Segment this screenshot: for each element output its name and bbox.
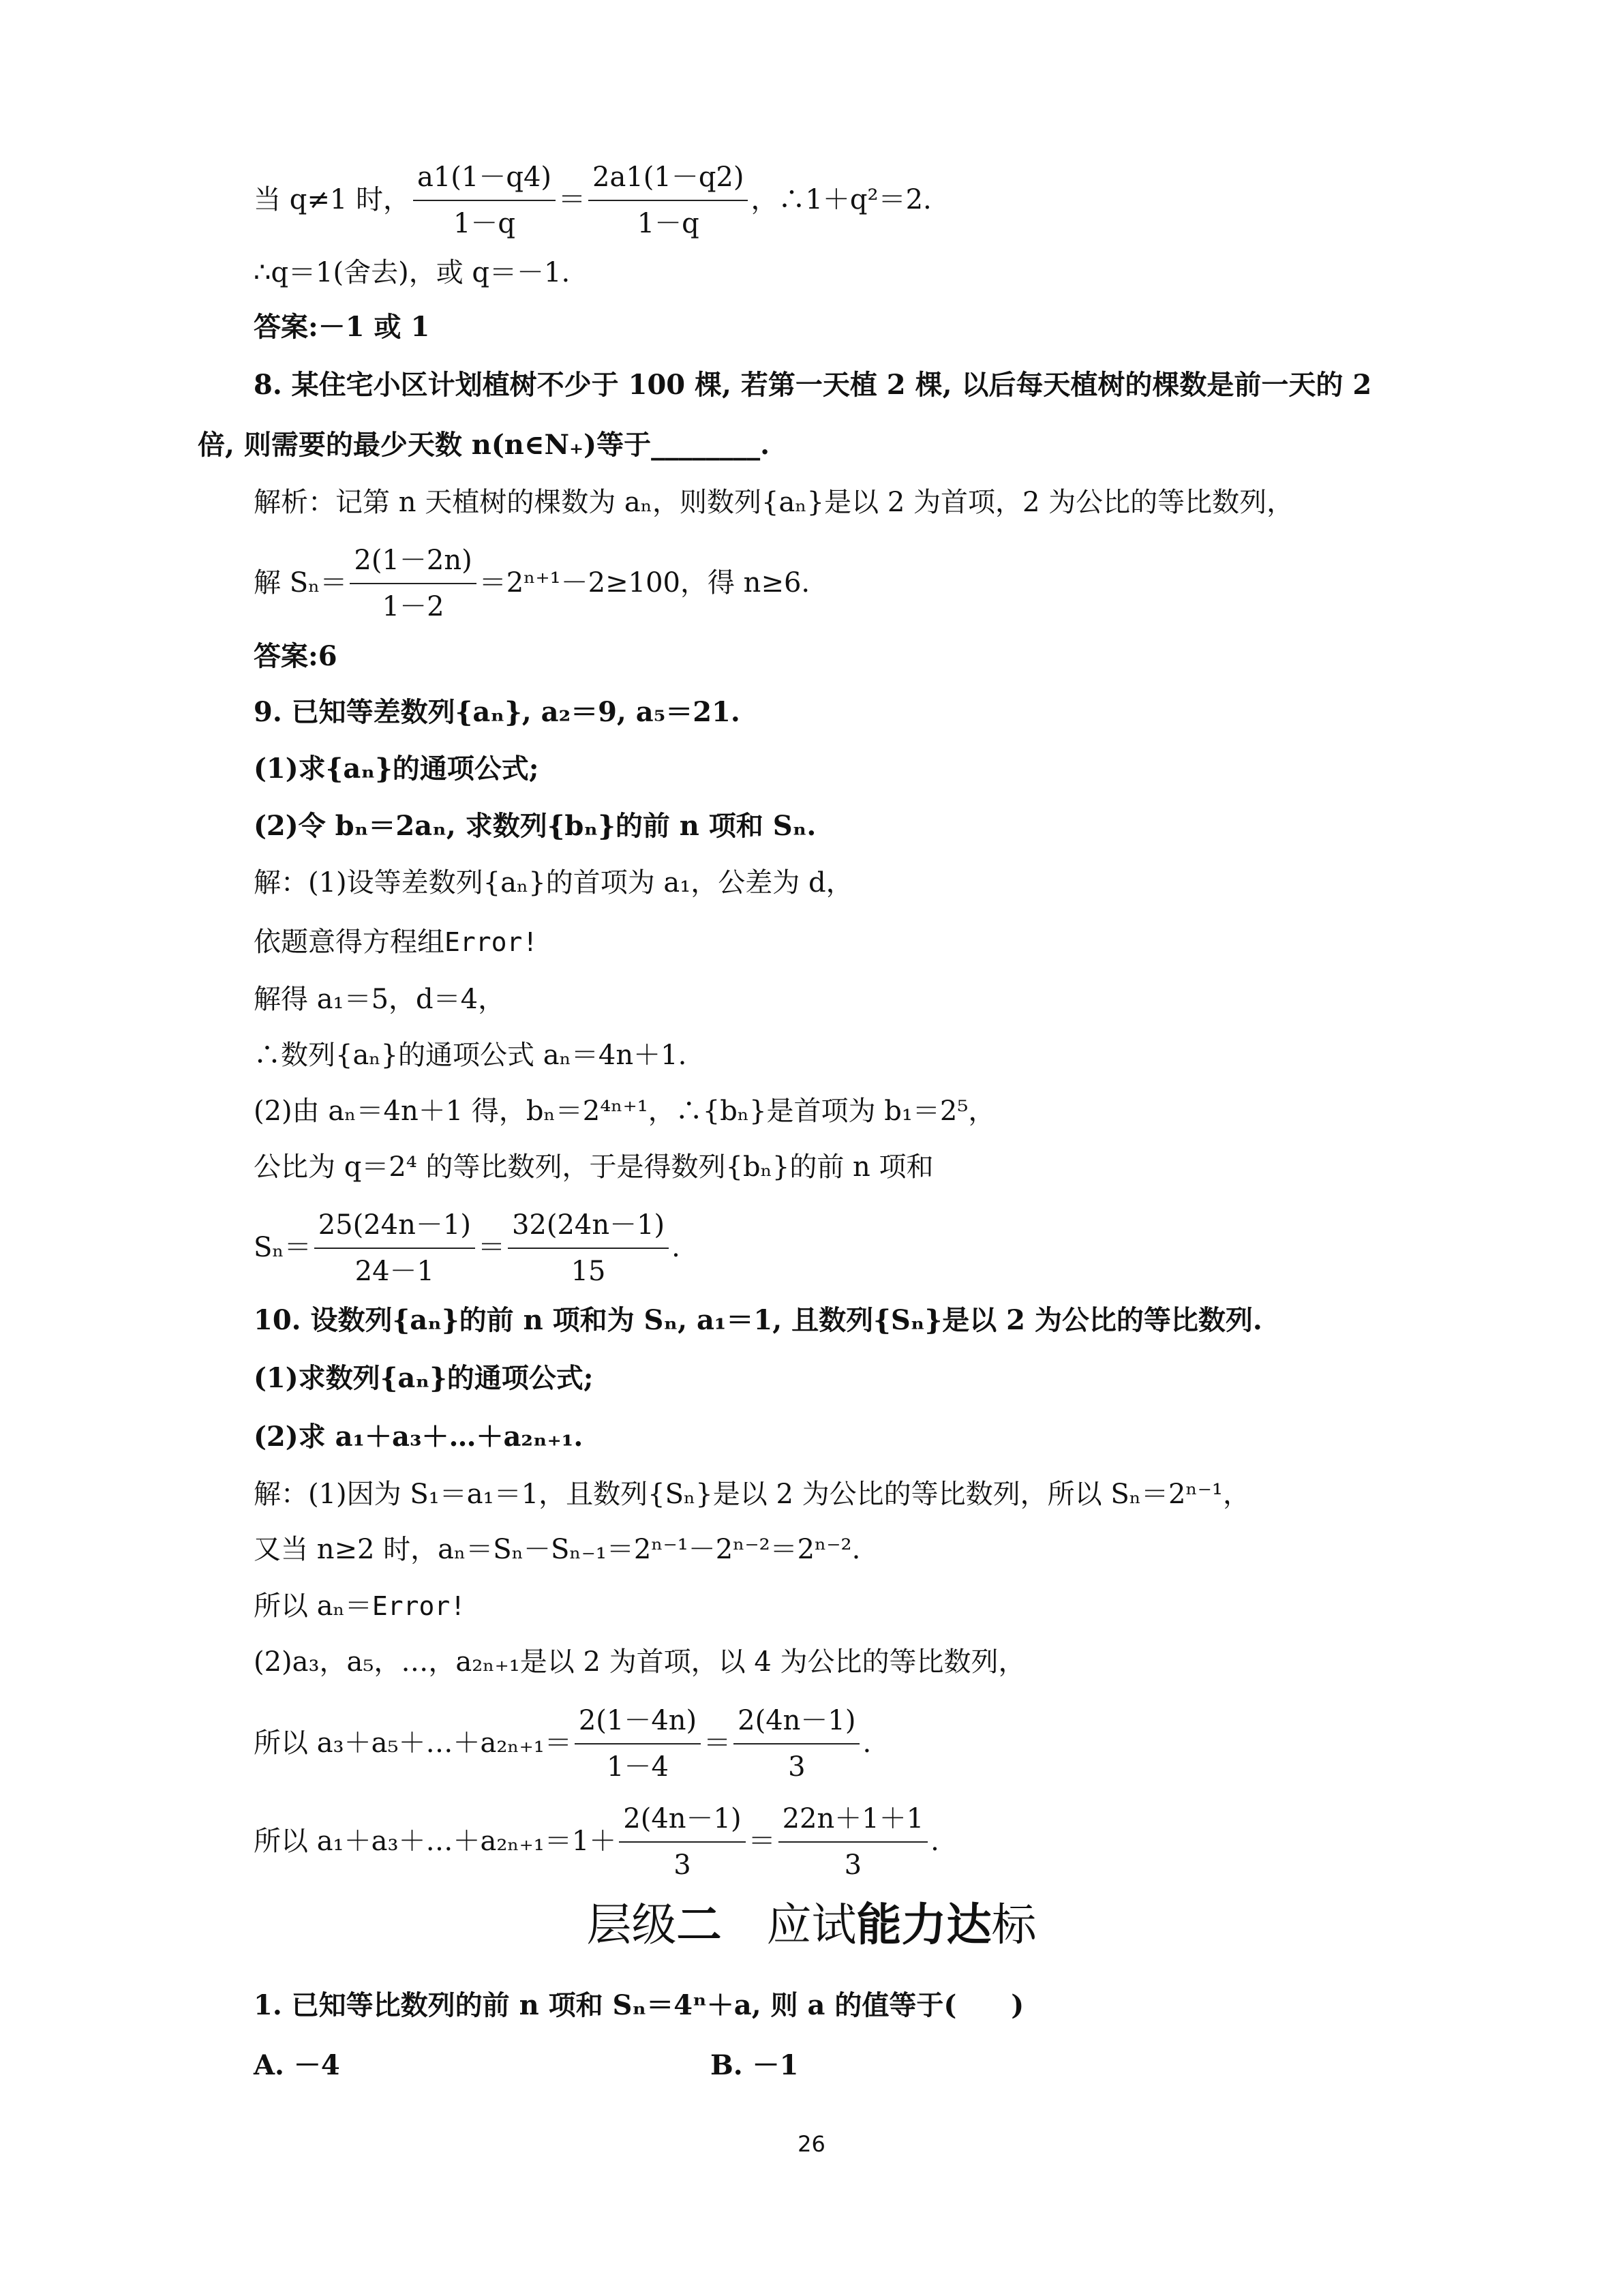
equals: ＝: [477, 1232, 505, 1263]
solution-9-line-3: 解得 a₁＝5，d＝4，: [254, 984, 506, 1015]
denominator: 3: [844, 1849, 862, 1881]
text: .: [930, 1826, 939, 1857]
error-text: Error!: [371, 1591, 466, 1621]
line-sn-sum: [254, 1190, 680, 1305]
text: 解 Sₙ＝: [254, 567, 348, 599]
error-text: Error!: [444, 927, 539, 957]
denominator: 15: [571, 1256, 606, 1287]
line-q-result: ∴q＝1(舍去)，或 q＝－1.: [254, 257, 571, 288]
analysis-8: 解析：记第 n 天植树的棵数为 aₙ，则数列{aₙ}是以 2 为首项，2 为公比的等比数列，: [254, 487, 1294, 518]
denominator: 1－q: [637, 208, 699, 239]
fraction: [588, 155, 748, 246]
text: 所以 a₃＋a₅＋…＋a₂ₙ₊₁＝: [254, 1727, 572, 1759]
equals: ＝: [703, 1727, 731, 1759]
heading-part: 层级: [586, 1899, 677, 1951]
numerator: 2(1－2n): [350, 538, 476, 584]
numerator: 2(1－4n): [575, 1698, 701, 1744]
fraction: [350, 538, 476, 629]
solution-10-line-1: 解：(1)因为 S₁＝a₁＝1，且数列{Sₙ}是以 2 为公比的等比数列，所以 Sₙ＝2ⁿ⁻¹，: [254, 1479, 1250, 1510]
question-10-part-2: (2)求 a₁＋a₃＋…＋a₂ₙ₊₁.: [254, 1421, 583, 1453]
denominator: 1－2: [382, 591, 444, 622]
text: 当 q≠1 时，: [254, 184, 410, 215]
question-10: 10. 设数列{aₙ}的前 n 项和为 Sₙ, a₁＝1, 且数列{Sₙ}是以 2 为公比的等比数列.: [254, 1304, 1262, 1336]
line-q-not-one: [254, 142, 932, 258]
section-heading: [0, 1891, 1623, 1959]
numerator: 25(24n－1): [314, 1203, 475, 1249]
solution-10-line-2: 又当 n≥2 时，aₙ＝Sₙ－Sₙ₋₁＝2ⁿ⁻¹－2ⁿ⁻²＝2ⁿ⁻².: [254, 1534, 861, 1565]
solution-10-line-4: (2)a₃，a₅，…，a₂ₙ₊₁是以 2 为首项，以 4 为公比的等比数列，: [254, 1646, 1026, 1678]
choice-b: B. －1: [710, 2049, 799, 2081]
fraction: [733, 1698, 860, 1789]
equals: ＝: [558, 184, 586, 215]
answer-7: 答案:－1 或 1: [254, 311, 430, 343]
question-1-stem: 1. 已知等比数列的前 n 项和 Sₙ＝4ⁿ＋a, 则 a 的值等于( ): [254, 1989, 1025, 2021]
heading-part: 应试: [766, 1899, 857, 1951]
numerator: 2(4n－1): [733, 1698, 860, 1744]
solution-10-line-3: [254, 1579, 466, 1633]
numerator: 2a1(1－q2): [588, 155, 748, 201]
fraction: [314, 1203, 475, 1294]
numerator: 22n＋1＋1: [778, 1796, 928, 1843]
question-9-part-2: (2)令 bₙ＝2aₙ, 求数列{bₙ}的前 n 项和 Sₙ.: [254, 810, 817, 842]
line-sn-solution: [254, 525, 810, 641]
heading-part: 二: [676, 1899, 722, 1951]
question-9-part-1: (1)求{aₙ}的通项公式;: [254, 753, 539, 785]
line-total-sum: [254, 1783, 939, 1899]
text: .: [862, 1727, 872, 1759]
text: .: [671, 1232, 680, 1263]
fraction: [413, 155, 556, 246]
solution-9-line-6: 公比为 q＝2⁴ 的等比数列，于是得数列{bₙ}的前 n 项和: [254, 1151, 934, 1183]
page-number: 26: [798, 2131, 825, 2157]
denominator: 1－4: [607, 1751, 669, 1783]
numerator: a1(1－q4): [413, 155, 556, 201]
denominator: 3: [788, 1751, 806, 1783]
text: 依题意得方程组: [254, 926, 444, 958]
question-8-line-1: 8. 某住宅小区计划植树不少于 100 棵, 若第一天植 2 棵, 以后每天植树的棵数是前一天的 2: [254, 369, 1372, 401]
text: 所以 a₁＋a₃＋…＋a₂ₙ₊₁＝1＋: [254, 1826, 617, 1857]
denominator: 1－q: [453, 208, 516, 239]
denominator: 3: [673, 1849, 691, 1881]
solution-9-line-4: ∴数列{aₙ}的通项公式 aₙ＝4n＋1.: [254, 1040, 687, 1071]
text: Sₙ＝: [254, 1232, 312, 1263]
denominator: 24－1: [354, 1256, 434, 1287]
solution-9-line-1: 解：(1)设等差数列{aₙ}的首项为 a₁，公差为 d，: [254, 867, 853, 898]
choice-a: A. －4: [254, 2049, 340, 2081]
equals: ＝: [748, 1826, 776, 1857]
heading-part: 能力达: [856, 1899, 992, 1951]
fraction: [619, 1796, 745, 1888]
text: 所以 aₙ＝: [254, 1590, 372, 1622]
text: ＝2ⁿ⁺¹－2≥100，得 n≥6.: [479, 567, 810, 599]
question-8-line-2: 倍, 则需要的最少天数 n(n∈N₊)等于________.: [198, 429, 770, 461]
fraction: [575, 1698, 701, 1789]
fraction: [778, 1796, 928, 1888]
heading-part: 标: [991, 1899, 1037, 1951]
numerator: 32(24n－1): [508, 1203, 669, 1249]
fraction: [508, 1203, 669, 1294]
numerator: 2(4n－1): [619, 1796, 745, 1843]
answer-8: 答案:6: [254, 640, 337, 672]
solution-9-line-2: [254, 915, 538, 969]
question-10-part-1: (1)求数列{aₙ}的通项公式;: [254, 1362, 594, 1394]
solution-9-line-5: (2)由 aₙ＝4n＋1 得，bₙ＝2⁴ⁿ⁺¹，∴{bₙ}是首项为 b₁＝2⁵，: [254, 1096, 996, 1127]
text: ，∴1＋q²＝2.: [750, 184, 932, 215]
question-9: 9. 已知等差数列{aₙ}, a₂＝9, a₅＝21.: [254, 696, 740, 728]
